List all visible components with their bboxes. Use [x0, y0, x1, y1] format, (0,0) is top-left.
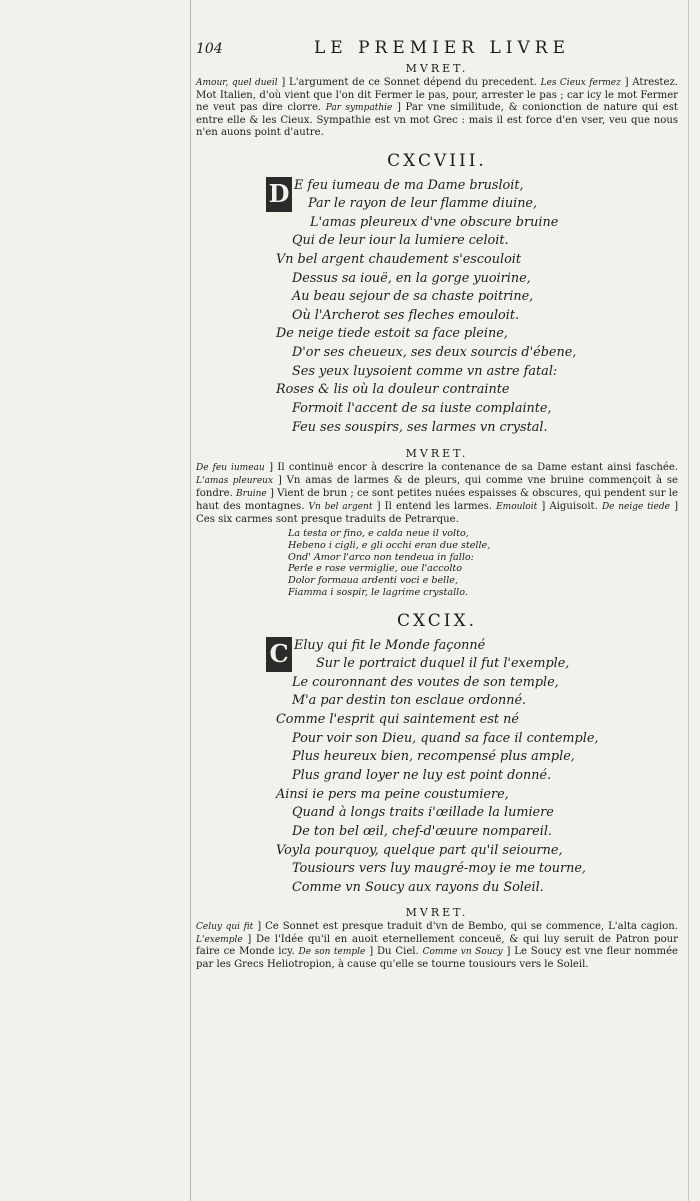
commentary-lemma: Les Cieux fermez: [540, 78, 621, 88]
verse-line: Eluy qui fit le Monde façonné: [294, 637, 486, 653]
commentary-text: ] Par vne similitude, & conionction de nature qui est entre elle & les Cieux. Sympathie est vn mot Grec : mais il est force d'en vser, veu que nous n'en auons point d'autre.: [196, 101, 678, 138]
verse-line: Dessus sa iouë, en la gorge yuoirine,: [292, 270, 531, 286]
dropcap-lines: [294, 177, 537, 213]
verse-line: De ton bel œil, chef-d'œuure nompareil.: [292, 823, 552, 839]
commentary-text: ] Aiguisoit.: [541, 501, 598, 513]
verse-line: Sur le portraict duquel il fut l'exemple,: [316, 655, 570, 671]
quotation-line: Perle e rose vermiglie, oue l'accolto: [288, 563, 463, 575]
verse-line: Comme vn Soucy aux rayons du Soleil.: [292, 879, 544, 895]
commentary-lemma: Vn bel argent: [308, 502, 373, 513]
commentary-block: [196, 462, 678, 526]
verse-line: Tousiours vers luy maugré-moy ie me tourne,: [292, 861, 586, 877]
commentary-text: ] Il entend les larmes.: [376, 501, 492, 513]
verse-line: Quand à longs traits i'œillade la lumiere: [292, 805, 554, 821]
quotation-line: Ond' Amor l'arco non tendeua in fallo:: [288, 551, 474, 563]
commentary-lemma: L'exemple: [196, 934, 243, 945]
muret-heading: MVRET.: [405, 447, 469, 461]
commentary-lemma: Emouloit: [496, 502, 538, 513]
verse-line: L'amas pleureux d'vne obscure bruine: [310, 214, 559, 230]
verse-line: Ses yeux luysoient comme vn astre fatal:: [292, 363, 558, 379]
commentary-text: ] Ces six carmes sont presque traduits de Petrarque.: [196, 501, 679, 526]
verse-line: Vn bel argent chaudement s'escouloit: [276, 251, 522, 267]
muret-heading: MVRET.: [405, 62, 469, 75]
commentary-text: ] Ce Sonnet est presque traduit d'vn de Bembo, qui se commence, L'alta cagion.: [257, 920, 678, 932]
verse-line: Pour voir son Dieu, quand sa face il contemple,: [292, 730, 599, 746]
running-title: LE PREMIER LIVRE: [314, 38, 570, 58]
dropcap-lines: [294, 637, 569, 673]
sonnet-number: CXCVIII.: [387, 150, 487, 171]
commentary-lemma: De son temple: [298, 947, 366, 958]
verse-line: De neige tiede estoit sa face pleine,: [276, 326, 508, 342]
quotation-line: Dolor formaua ardenti voci e belle,: [288, 575, 458, 587]
commentary-lemma: De neige tiede: [601, 502, 670, 513]
commentary-block: [196, 77, 678, 139]
commentary-lemma: Par sympathie: [325, 102, 393, 113]
quotation-line: La testa or fino, e calda neue il volto,: [288, 527, 469, 539]
verse-line: Feu ses souspirs, ses larmes vn crystal.: [292, 419, 548, 435]
dropcap-initial: D: [266, 177, 292, 212]
commentary-text: ] Le Soucy est vne fleur nommée par les Grecs Heliotropion, à cause qu'elle se tourne tousiours vers le Soleil.: [196, 946, 679, 971]
verse-line: Au beau sejour de sa chaste poitrine,: [292, 289, 534, 305]
verse-line: Ainsi ie pers ma peine coustumiere,: [276, 786, 509, 802]
petrarca-quotation: [196, 528, 678, 599]
quotation-line: Fiamma i sospir, le lagrime crystallo.: [288, 586, 468, 598]
commentary-lemma: Celuy qui fit: [196, 921, 254, 932]
verse-line: D'or ses cheueux, ses deux sourcis d'ébene,: [292, 345, 577, 361]
verse-line: Roses & lis où la douleur contrainte: [276, 382, 510, 398]
verse-line: Plus grand loyer ne luy est point donné.: [292, 768, 552, 783]
folio-number: 104: [196, 41, 223, 57]
verse-line: E feu iumeau de ma Dame brusloit,: [294, 177, 524, 193]
verse-line: Formoit l'accent de sa iuste complainte,: [292, 401, 552, 417]
commentary-text: ] Atrestez. Mot Italien, d'où vient que l'on dit Fermer le pas, pour, arrester le pas ; car icy le mot Fermer ne veut pas dire clorre.: [196, 77, 678, 113]
verse-line: Le couronnant des voutes de son temple,: [292, 674, 559, 690]
page-gutter-rule: [190, 0, 191, 1201]
commentary-lemma: Amour, quel dueil: [196, 78, 278, 88]
dropcap-stanza: [196, 637, 678, 674]
page-content: [196, 38, 678, 971]
sonnet-number: CXCIX.: [396, 610, 478, 631]
quotation-line: Hebeno i cigli, e gli occhi eran due stelle,: [288, 539, 491, 551]
running-head: [196, 38, 678, 60]
sonnet-198: [196, 177, 678, 438]
commentary-text: ] Vn amas de larmes & de pleurs, qui comme vne bruine commençoit à se fondre.: [196, 475, 678, 500]
verse-line: Qui de leur iour la lumiere celoit.: [292, 233, 509, 249]
commentary-lemma: De feu iumeau: [196, 463, 265, 474]
verse-line: Voyla pourquoy, quelque part qu'il seiourne,: [276, 842, 563, 858]
commentary-block: [196, 921, 678, 972]
page-edge-rule: [688, 0, 689, 1201]
verse-line: M'a par destin ton esclaue ordonné.: [292, 693, 527, 709]
commentary-text: ] Il continuë encor à descrire la contenance de sa Dame estant ainsi faschée.: [269, 462, 678, 474]
commentary-lemma: Bruine: [236, 489, 267, 500]
commentary-text: ] De l'Idée qu'il en auoit eternellement conceuë, & qui luy seruit de Patron pour faire ce Monde icy.: [196, 933, 678, 958]
sonnet-199: [196, 637, 678, 898]
commentary-text: ] Vient de brun ; ce sont petites nuées espaisses & obscures, qui pendent sur le haut des montagnes.: [196, 488, 678, 513]
dropcap-stanza: [196, 177, 678, 214]
verse-line: Où l'Archerot ses fleches emouloit.: [292, 307, 520, 323]
verse-line: Par le rayon de leur flamme diuine,: [308, 195, 538, 211]
verse-line: Plus heureux bien, recompensé plus ample,: [292, 749, 575, 765]
commentary-lemma: Comme vn Soucy: [422, 947, 503, 958]
verse-line: Comme l'esprit qui saintement est né: [276, 712, 519, 728]
muret-heading: MVRET.: [405, 905, 469, 919]
dropcap-initial: C: [266, 637, 292, 672]
commentary-text: ] L'argument de ce Sonnet dépend du precedent.: [281, 77, 537, 88]
commentary-text: ] Du Ciel.: [369, 946, 419, 958]
commentary-lemma: L'amas pleureux: [196, 476, 274, 487]
